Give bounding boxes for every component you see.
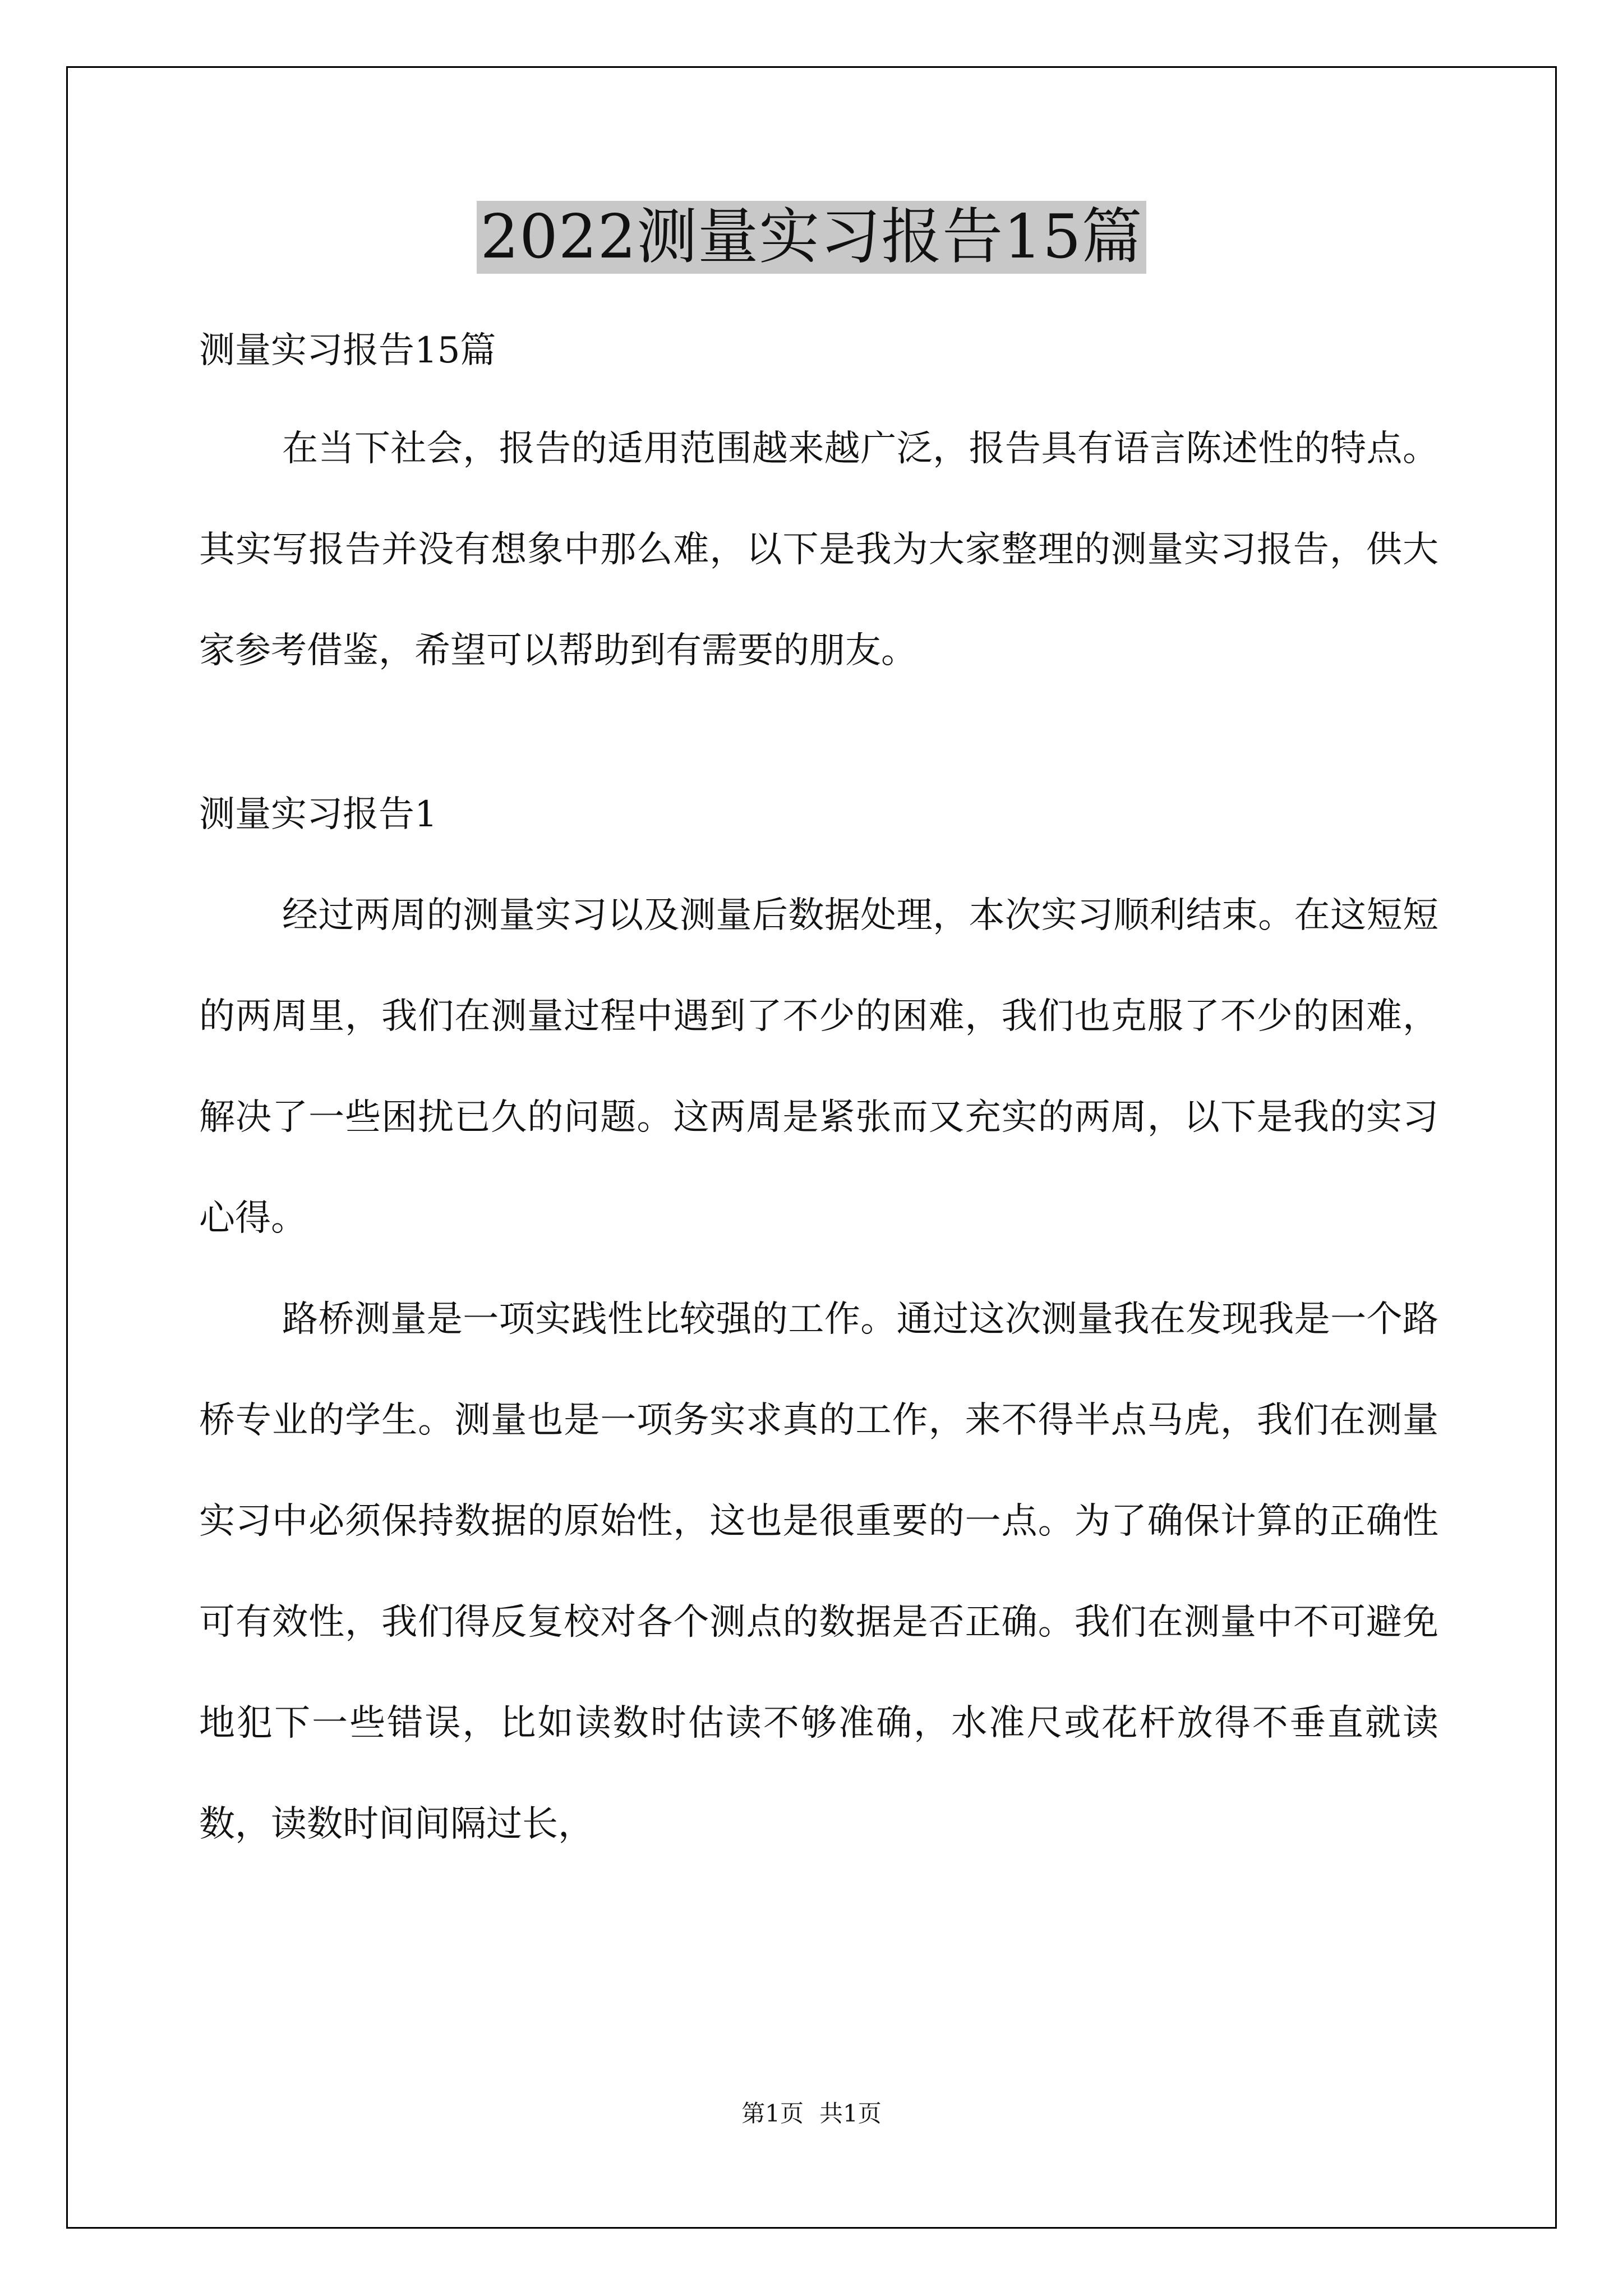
document-subtitle: 测量实习报告15篇 [199, 330, 496, 371]
section-heading: 测量实习报告1 [199, 794, 437, 835]
document-body [199, 303, 1438, 1875]
page-footer [0, 2097, 1623, 2131]
document-title: 2022测量实习报告15篇 [477, 201, 1146, 274]
body-paragraph-1: 经过两周的测量实习以及测量后数据处理，本次实习顺利结束。在这短短的两周里，我们在测量过程中遇到了不少的困难，我们也克服了不少的困难，解决了一些困扰已久的问题。这两周是紧张而又充实的两周，以下是我的实习心得。 [199, 895, 1438, 1239]
page-number: 第1页 [741, 2100, 804, 2127]
page-total: 共1页 [819, 2100, 882, 2127]
body-paragraph-2: 路桥测量是一项实践性比较强的工作。通过这次测量我在发现我是一个路桥专业的学生。测量也是一项务实求真的工作，来不得半点马虎，我们在测量实习中必须保持数据的原始性，这也是很重要的一点。为了确保计算的正确性可有效性，我们得反复校对各个测点的数据是否正确。我们在测量中不可避免地犯下一些错误，比如读数时估读不够准确，水准尺或花杆放得不垂直就读数，读数时间间隔过长， [199, 1299, 1438, 1845]
title-container [0, 201, 1623, 274]
intro-paragraph: 在当下社会，报告的适用范围越来越广泛，报告具有语言陈述性的特点。其实写报告并没有想象中那么难，以下是我为大家整理的测量实习报告，供大家参考借鉴，希望可以帮助到有需要的朋友。 [199, 428, 1438, 671]
section-gap [199, 701, 1438, 764]
